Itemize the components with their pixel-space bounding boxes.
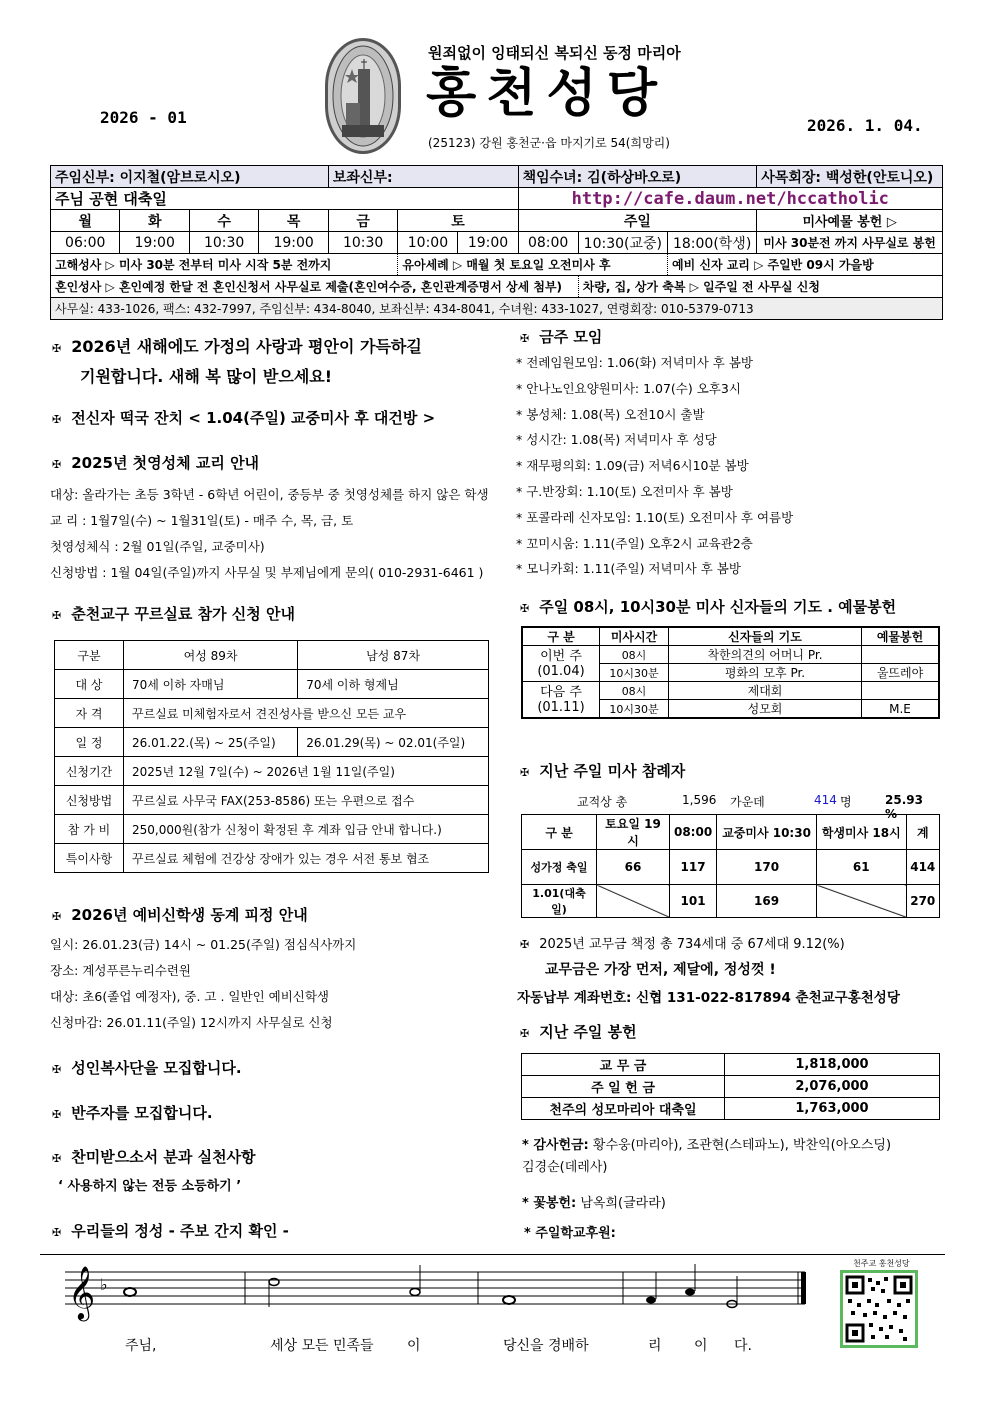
- organist-recruit: ✠ 반주자를 모집합니다.: [52, 1104, 213, 1122]
- cell: 08시: [600, 646, 669, 664]
- cell: 170: [717, 850, 817, 885]
- cross-icon: ✠: [52, 910, 62, 923]
- header-cell: 08:00: [670, 815, 717, 850]
- seminary-details: [50, 932, 356, 1036]
- communion-line: 교 리 : 1월7일(수) ~ 1월31일(토) - 매주 수, 목, 금, 토: [50, 513, 354, 528]
- summary-count: 414: [814, 793, 837, 807]
- catechumen-info: 예비 신자 교리 ▷ 주일반 09시 가을방: [667, 254, 942, 276]
- row-label: 참 가 비: [55, 815, 124, 844]
- meetings-list: [516, 350, 793, 582]
- header-cell: 미사시간: [600, 627, 669, 646]
- row-label: 신청기간: [55, 757, 124, 786]
- thanks-offering: * 감사헌금: 황수웅(마리아), 조관현(스테파노), 박찬익(아오스딩) 김경순(데레사): [522, 1138, 892, 1175]
- note-icon: [503, 1296, 515, 1304]
- cross-icon: ✠: [520, 766, 530, 779]
- music-staff: [60, 1262, 810, 1337]
- header-cell: 신자들의 기도: [669, 627, 862, 646]
- communion-title: ✠ 2025년 첫영성체 교리 안내: [52, 454, 260, 472]
- qr-caption: 천주교 홍천성당: [853, 1259, 910, 1268]
- cell: 제대회: [669, 682, 862, 700]
- row-label: 신청방법: [55, 786, 124, 815]
- cross-icon: ✠: [52, 1063, 62, 1076]
- time: 10:30: [328, 232, 398, 254]
- cell: 61: [817, 850, 907, 885]
- meeting-item: * 재무평의회: 1.09(금) 저녁6시10분 봄방: [516, 458, 749, 474]
- cell: 70세 이하 자매님: [124, 670, 298, 699]
- seminary-line: 장소: 계성푸른누리수련원: [50, 963, 192, 978]
- lyric: 주님,: [125, 1338, 157, 1354]
- meeting-item: * 포콜라레 신자모임: 1.10(토) 오전미사 후 여름방: [516, 509, 794, 525]
- cell: 08시: [600, 682, 669, 700]
- communion-details: [50, 482, 489, 586]
- header-cell: 구분: [55, 641, 124, 670]
- seminary-line: 대상: 초6(졸업 예정자), 중. 고 . 일반인 예비신학생: [50, 989, 330, 1004]
- feast-name: 주님 공현 대축일: [51, 188, 519, 210]
- prayer-table: [521, 626, 940, 719]
- cell: 26.01.29(목) ~ 02.01(주일): [298, 728, 489, 757]
- council-president: 사목회장: 백성한(안토니오): [757, 166, 943, 188]
- summary-among: 가운데: [730, 795, 765, 809]
- lyric: 이: [694, 1338, 708, 1354]
- cross-icon: ✠: [520, 1027, 530, 1040]
- cursillo-table: [54, 640, 489, 873]
- cell: 70세 이하 형제님: [298, 670, 489, 699]
- parish-subtitle: 원죄없이 잉태되신 복되신 동정 마리아: [428, 44, 681, 62]
- meeting-item: * 꼬미시움: 1.11(주일) 오후2시 교육관2층: [516, 535, 753, 551]
- summary-unit: 명: [840, 795, 852, 809]
- cell: 울뜨레야: [862, 664, 940, 682]
- note-icon: [410, 1289, 420, 1296]
- tithe-info: ✠ 2025년 교무금 책정 총 734세대 중 67세대 9.12(%): [520, 937, 845, 952]
- cell: 270: [906, 885, 939, 918]
- cursillo-title: ✠ 춘천교구 꾸르실료 참가 신청 안내: [52, 605, 295, 623]
- header-cell: 계: [906, 815, 939, 850]
- blessing-info: 차량, 집, 상가 축복 ▷ 일주일 전 사무실 신청: [578, 276, 942, 298]
- header-cell: 구 분: [522, 627, 600, 646]
- issue-number: 2026 - 01: [100, 108, 187, 127]
- cross-icon: ✠: [52, 1108, 62, 1121]
- offering-table: [521, 1053, 940, 1120]
- cell: 꾸르실료 사무국 FAX(253-8586) 또는 우편으로 접수: [124, 786, 489, 815]
- empty-cell: [817, 885, 907, 918]
- meeting-item: * 성시간: 1.08(목) 저녁미사 후 성당: [516, 432, 717, 448]
- sunday-school-support: * 주일학교후원:: [524, 1226, 616, 1241]
- cross-icon: ✠: [520, 938, 530, 951]
- qr-code[interactable]: [840, 1270, 918, 1348]
- day-tue: 화: [120, 210, 189, 232]
- offering-label: 천주의 성모마리아 대축일: [522, 1098, 725, 1120]
- cross-icon: ✠: [52, 413, 62, 426]
- header-cell: 여성 89차: [124, 641, 298, 670]
- rice-cake-party: ✠ 전신자 떡국 잔치 < 1.04(주일) 교중미사 후 대건방 >: [52, 409, 436, 427]
- meetings-title: ✠ 금주 모임: [520, 328, 603, 346]
- cross-icon: ✠: [52, 458, 62, 471]
- next-week: 다음 주 (01.11): [522, 682, 600, 719]
- day-wed: 수: [189, 210, 258, 232]
- prayer-title: ✠ 주일 08시, 10시30분 미사 신자들의 기도 . 예물봉헌: [520, 598, 897, 616]
- seminary-title: ✠ 2026년 예비신학생 동계 피정 안내: [52, 906, 308, 924]
- offering-label: 교 무 금: [522, 1054, 725, 1076]
- time: 10:30: [189, 232, 258, 254]
- lyric: 다.: [734, 1338, 752, 1354]
- cell: 26.01.22.(목) ~ 25(주일): [124, 728, 298, 757]
- offering-amount: 1,763,000: [725, 1098, 940, 1120]
- time: 08:00: [518, 232, 578, 254]
- meeting-item: * 안나노인요양원미사: 1.07(수) 오후3시: [516, 380, 741, 396]
- bulletin-date: 2026. 1. 04.: [807, 116, 923, 135]
- cell: 117: [670, 850, 717, 885]
- header-cell: 학생미사 18시: [817, 815, 907, 850]
- baptism-info: 유아세례 ▷ 매월 첫 토요일 오전미사 후: [398, 254, 668, 276]
- day-fri: 금: [328, 210, 398, 232]
- cell: 성모회: [669, 700, 862, 719]
- time: 18:00(학생): [667, 232, 756, 254]
- time: 06:00: [51, 232, 120, 254]
- header-cell: 교중미사 10:30: [717, 815, 817, 850]
- communion-line: 대상: 올라가는 초등 3학년 - 6학년 어린이, 중등부 중 첫영성체를 하지 않은 학생: [50, 487, 489, 502]
- cross-icon: ✠: [52, 342, 62, 355]
- day-thu: 목: [259, 210, 328, 232]
- cell: 평화의 모후 Pr.: [669, 664, 862, 682]
- note-icon: [646, 1297, 656, 1304]
- marriage-info: 혼인성사 ▷ 혼인예정 한달 전 혼인신청서 사무실로 제출(혼인여수증, 혼인관계증명서 상세 첨부): [51, 276, 579, 298]
- flat-icon: ♭: [100, 1275, 108, 1294]
- cell: 10시30분: [600, 700, 669, 719]
- tithe-message: 교무금은 가장 먼저, 제달에, 정성껏 !: [545, 962, 776, 978]
- row-label: 일 정: [55, 728, 124, 757]
- offering-amount: 2,076,000: [725, 1076, 940, 1098]
- laudato-title: ✠ 찬미받으소서 분과 실천사항: [52, 1148, 256, 1166]
- day-sat: 토: [398, 210, 518, 232]
- cross-icon: ✠: [52, 1152, 62, 1165]
- lyric: 이: [407, 1338, 421, 1354]
- cell: [862, 682, 940, 700]
- flower-offering: * 꽃봉헌: 남옥희(글라라): [522, 1196, 666, 1211]
- greeting-line-2: 기원합니다. 새해 복 많이 받으세요!: [80, 367, 333, 386]
- attendance-table: [521, 814, 940, 918]
- row-label: 1.01(대축일): [522, 885, 597, 918]
- offering-title: ✠ 지난 주일 봉헌: [520, 1023, 637, 1041]
- cell: 꾸르실료 체험에 건강상 장애가 있는 경우 서전 통보 협조: [124, 844, 489, 873]
- day-sun: 주일: [518, 210, 757, 232]
- meeting-item: * 모니카회: 1.11(주일) 저녁미사 후 봄방: [516, 561, 741, 577]
- treble-clef-icon: 𝄞: [68, 1265, 96, 1319]
- meeting-item: * 전례임원모임: 1.06(화) 저녁미사 후 봄방: [516, 355, 753, 370]
- pastor: 주임신부: 이지철(암브로시오): [51, 166, 329, 188]
- meeting-item: * 구.반장회: 1.10(토) 오전미사 후 봄방: [516, 483, 733, 499]
- communion-line: 신청방법 : 1월 04일(주일)까지 사무실 및 부제님에게 문의( 010-2931-6461 ): [50, 565, 484, 580]
- empty-cell: [597, 885, 670, 918]
- summary-total: 1,596: [682, 793, 717, 807]
- cell: 2025년 12월 7일(수) ~ 2026년 1월 11일(주일): [124, 757, 489, 786]
- bulletin-support: ✠ 우리들의 정성 - 주보 간지 확인 -: [52, 1222, 289, 1240]
- summary-label: 교적상 총: [577, 795, 628, 809]
- altar-server-recruit: ✠ 성인복사단을 모집합니다.: [52, 1059, 242, 1077]
- confession-info: 고해성사 ▷ 미사 30분 전부터 미사 시작 5분 전까지: [51, 254, 398, 276]
- laudato-action: ‘ 사용하지 않는 전등 소등하기 ’: [58, 1179, 242, 1194]
- parish-title: 홍천성당: [426, 64, 667, 124]
- cross-icon: ✠: [520, 602, 530, 615]
- seminary-line: 신청마감: 26.01.11(주일) 12시까지 사무실로 신청: [50, 1015, 333, 1030]
- header-cell: 토요일 19시: [597, 815, 670, 850]
- cell: 66: [597, 850, 670, 885]
- offering-amount: 1,818,000: [725, 1054, 940, 1076]
- day-mon: 월: [51, 210, 120, 232]
- cell: 250,000원(참가 신청이 확정된 후 계좌 입금 안내 합니다.): [124, 815, 489, 844]
- cross-icon: ✠: [520, 332, 530, 345]
- contact-numbers: 사무실: 433-1026, 팩스: 432-7997, 주임신부: 434-8040, 보좌신부: 434-8041, 수녀원: 433-1027, 연령회장: 010-5379-0713: [51, 298, 943, 320]
- row-label: 성가정 축일: [522, 850, 597, 885]
- note-icon: [124, 1288, 136, 1296]
- cell: 꾸르실료 미체험자로서 견진성사를 받으신 모든 교우: [124, 699, 489, 728]
- header-cell: 남성 87차: [298, 641, 489, 670]
- divider: [40, 1254, 945, 1255]
- meeting-item: * 봉성체: 1.08(목) 오전10시 출발: [516, 406, 705, 422]
- lyric: 세상 모든 민족들: [270, 1338, 374, 1354]
- account-number: 자동납부 계좌번호: 신협 131-022-817894 춘천교구홍천성당: [517, 990, 900, 1006]
- cell: [862, 646, 940, 664]
- cafe-link[interactable]: http://cafe.daum.net/hccatholic: [518, 188, 942, 210]
- time: 19:00: [259, 232, 328, 254]
- time: 10:30(교중): [578, 232, 667, 254]
- cross-icon: ✠: [52, 1226, 62, 1239]
- seminary-line: 일시: 26.01.23(금) 14시 ~ 01.25(주일) 점심식사까지: [50, 937, 357, 952]
- parish-logo: [325, 38, 401, 154]
- offering-note-1: 미사예물 봉헌 ▷: [757, 210, 943, 232]
- lyric: 리: [648, 1338, 662, 1354]
- cell: 10시30분: [600, 664, 669, 682]
- row-label: 자 격: [55, 699, 124, 728]
- communion-line: 첫영성체식 : 2월 01일(주일, 교중미사): [50, 539, 265, 554]
- new-year-greeting: [52, 333, 507, 391]
- cell: 169: [717, 885, 817, 918]
- info-table: [50, 165, 943, 320]
- cross-icon: ✠: [52, 609, 62, 622]
- parish-address: (25123) 강원 홍천군·읍 마지기로 54(희망리): [428, 136, 670, 150]
- note-icon: [685, 1289, 695, 1296]
- time: 19:00: [458, 232, 518, 254]
- cell: 101: [670, 885, 717, 918]
- sister: 책임수녀: 김(하상바오로): [518, 166, 757, 188]
- header-cell: 구 분: [522, 815, 597, 850]
- cell: 착한의견의 어머니 Pr.: [669, 646, 862, 664]
- assistant-priest: 보좌신부:: [328, 166, 518, 188]
- cell: M.E: [862, 700, 940, 719]
- time: 19:00: [120, 232, 189, 254]
- attendance-title: ✠ 지난 주일 미사 참례자: [520, 762, 686, 780]
- summary-percent: 25.93 %: [885, 793, 923, 821]
- offering-label: 주 일 헌 금: [522, 1076, 725, 1098]
- cell: 414: [906, 850, 939, 885]
- this-week: 이번 주 (01.04): [522, 646, 600, 682]
- greeting-line-1: 2026년 새해에도 가정의 사랑과 평안이 가득하길: [71, 337, 422, 356]
- row-label: 대 상: [55, 670, 124, 699]
- row-label: 특이사항: [55, 844, 124, 873]
- header-cell: 예물봉헌: [862, 627, 940, 646]
- lyric: 당신을 경배하: [503, 1338, 589, 1354]
- time: 10:00: [398, 232, 458, 254]
- offering-note-2: 미사 30분전 까지 사무실로 봉헌: [757, 232, 943, 254]
